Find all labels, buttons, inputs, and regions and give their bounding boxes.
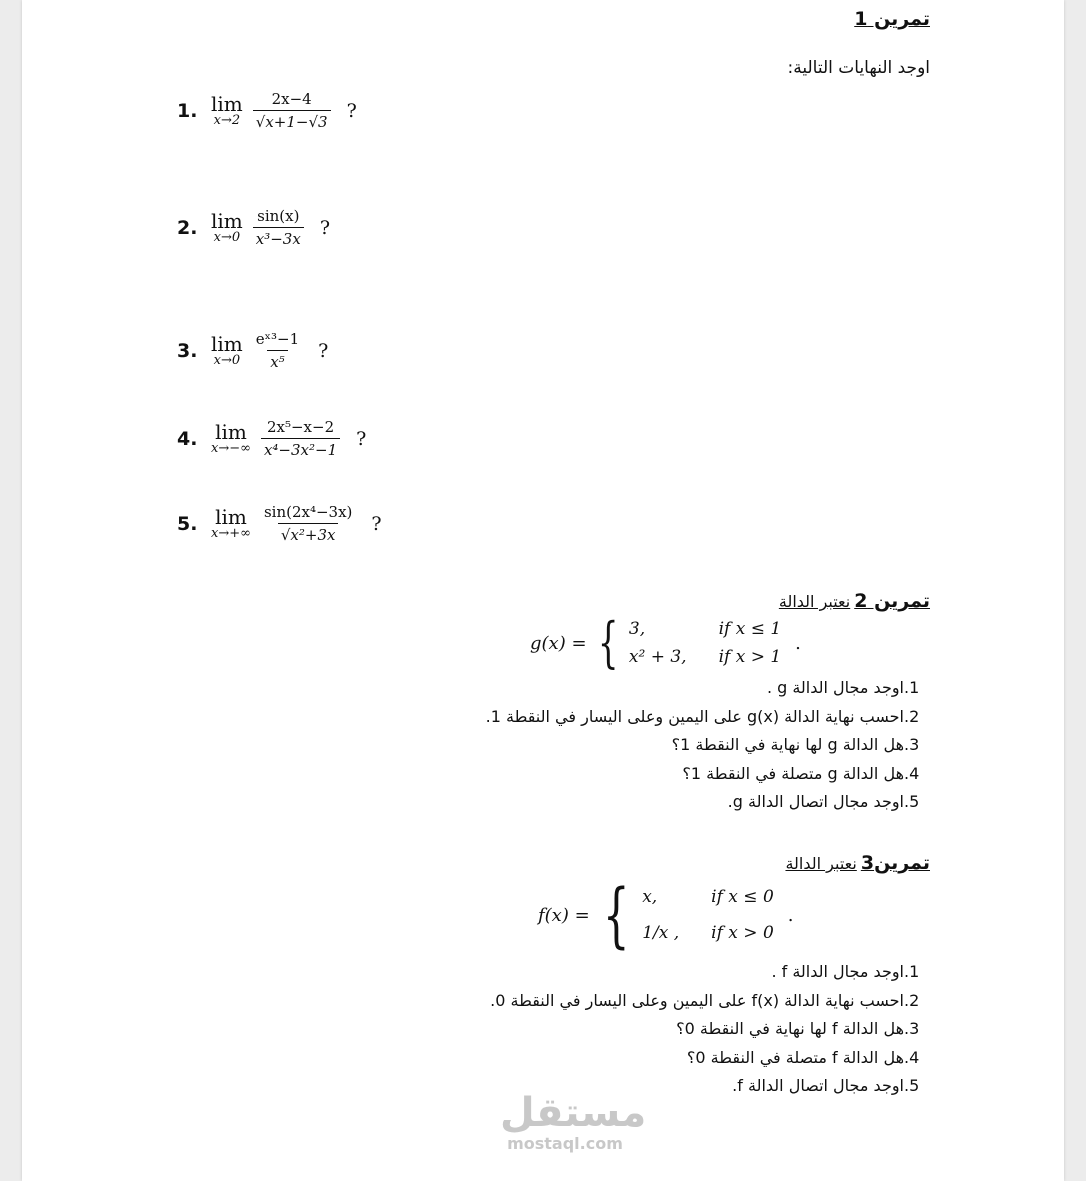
denominator: x³−3x bbox=[253, 227, 304, 248]
exercise-2-heading bbox=[779, 590, 930, 612]
numerator: eˣ³−1 bbox=[255, 330, 300, 348]
limit-2 bbox=[177, 207, 330, 248]
fraction bbox=[253, 207, 304, 248]
item-number: 5. bbox=[904, 792, 920, 811]
cases bbox=[629, 619, 781, 667]
mostaql-watermark bbox=[500, 1090, 647, 1153]
case-value: x² + 3, bbox=[628, 647, 687, 667]
lim-operator bbox=[211, 419, 251, 456]
exercise-3-questions bbox=[490, 958, 930, 1101]
numerator: sin(x) bbox=[257, 207, 300, 225]
case-condition: if x > 1 bbox=[718, 647, 782, 667]
lim-subscript: x→0 bbox=[213, 229, 241, 245]
item-number: 2. bbox=[904, 706, 920, 726]
exercise-1-intro: اوجد النهايات التالية: bbox=[787, 58, 930, 78]
document-page bbox=[22, 0, 1064, 1181]
item-number: 5. bbox=[904, 1076, 920, 1095]
lim-text: lim bbox=[215, 504, 247, 529]
exercise-1-title: تمرين 1 bbox=[854, 8, 930, 30]
item-text: احسب نهاية الدالة f(x) على اليمين وعلى اليسار في النقطة 0. bbox=[490, 990, 904, 1010]
denominator: √x+1−√3 bbox=[253, 110, 331, 131]
cases bbox=[642, 887, 774, 943]
exercise-2-intro: نعتبر الدالة bbox=[778, 592, 851, 611]
question-mark: ? bbox=[318, 339, 329, 362]
list-item bbox=[486, 703, 930, 732]
function-name: f(x) = bbox=[538, 904, 590, 926]
item-text: هل الدالة g لها نهاية في النقطة 1؟ bbox=[671, 735, 904, 754]
question-mark: ? bbox=[356, 427, 367, 450]
denominator: x⁴−3x²−1 bbox=[261, 438, 340, 459]
denominator: x⁵ bbox=[267, 350, 287, 371]
period: . bbox=[787, 904, 794, 926]
limit-label: 2. bbox=[177, 216, 198, 239]
fraction bbox=[253, 330, 302, 371]
list-item bbox=[490, 1044, 930, 1073]
item-text: اوجد مجال الدالة g . bbox=[766, 678, 904, 697]
case-condition: if x > 0 bbox=[711, 923, 774, 943]
exercise-3-title: تمرين3 bbox=[860, 852, 930, 874]
left-brace: { bbox=[602, 874, 630, 956]
item-text: هل الدالة f لها نهاية في النقطة 0؟ bbox=[676, 1019, 904, 1038]
case-value: 1/x , bbox=[642, 923, 680, 943]
list-item bbox=[490, 958, 930, 987]
item-number: 3. bbox=[904, 735, 920, 754]
lim-operator bbox=[211, 331, 243, 368]
item-text: اوجد مجال اتصال الدالة f. bbox=[732, 1076, 904, 1095]
lim-operator bbox=[211, 208, 243, 245]
lim-subscript: x→2 bbox=[213, 112, 241, 128]
numerator: 2x⁵−x−2 bbox=[266, 418, 335, 436]
denominator: √x²+3x bbox=[278, 523, 339, 544]
lim-text: lim bbox=[211, 331, 243, 356]
lim-operator bbox=[211, 504, 251, 541]
watermark-site: mostaql.com bbox=[507, 1134, 623, 1153]
item-number: 3. bbox=[904, 1019, 920, 1038]
lim-subscript: x→+∞ bbox=[211, 525, 251, 541]
left-brace: { bbox=[597, 611, 619, 674]
limit-label: 4. bbox=[177, 427, 198, 450]
item-text: هل الدالة f متصلة في النقطة 0؟ bbox=[686, 1047, 904, 1067]
item-text: احسب نهاية الدالة g(x) على اليمين وعلى اليسار في النقطة 1. bbox=[485, 706, 904, 726]
list-item bbox=[490, 987, 930, 1016]
lim-subscript: x→0 bbox=[213, 352, 241, 368]
limit-label: 3. bbox=[177, 339, 198, 362]
lim-subscript: x→−∞ bbox=[211, 440, 251, 456]
question-mark: ? bbox=[319, 216, 330, 239]
list-item bbox=[486, 674, 930, 703]
watermark-logo: مستقل bbox=[500, 1090, 647, 1136]
case-value: x, bbox=[642, 887, 658, 907]
exercise-3-heading bbox=[785, 852, 930, 874]
piecewise-f bbox=[538, 874, 794, 956]
list-item bbox=[486, 788, 930, 817]
exercise-2-questions bbox=[486, 674, 930, 817]
case-condition: if x ≤ 0 bbox=[711, 887, 774, 907]
limit-label: 5. bbox=[177, 512, 198, 535]
numerator: 2x−4 bbox=[271, 90, 312, 108]
item-text: هل الدالة g متصلة في النقطة 1؟ bbox=[682, 763, 904, 783]
case-condition: if x ≤ 1 bbox=[718, 619, 782, 639]
item-number: 4. bbox=[904, 763, 920, 783]
question-mark: ? bbox=[371, 512, 382, 535]
item-number: 4. bbox=[904, 1047, 920, 1067]
item-text: اوجد مجال اتصال الدالة g. bbox=[727, 792, 904, 811]
list-item bbox=[486, 760, 930, 789]
limit-3 bbox=[177, 330, 328, 371]
lim-text: lim bbox=[211, 208, 243, 233]
limit-label: 1. bbox=[177, 99, 198, 122]
limit-5 bbox=[177, 503, 382, 544]
list-item bbox=[490, 1015, 930, 1044]
function-name: g(x) = bbox=[530, 632, 587, 654]
lim-text: lim bbox=[215, 419, 247, 444]
fraction bbox=[261, 418, 340, 459]
fraction bbox=[253, 90, 331, 131]
item-number: 2. bbox=[904, 990, 920, 1010]
fraction bbox=[261, 503, 355, 544]
exercise-2-title: تمرين 2 bbox=[854, 590, 930, 612]
lim-text: lim bbox=[211, 91, 243, 116]
case-value: 3, bbox=[628, 619, 646, 639]
lim-operator bbox=[211, 91, 243, 128]
item-number: 1. bbox=[904, 962, 920, 981]
item-number: 1. bbox=[904, 678, 920, 697]
exercise-3-intro: نعتبر الدالة bbox=[785, 854, 857, 873]
item-text: اوجد مجال الدالة f . bbox=[771, 962, 904, 981]
numerator: sin(2x⁴−3x) bbox=[263, 503, 353, 521]
exercise-1-heading bbox=[854, 8, 930, 30]
period: . bbox=[795, 632, 801, 654]
piecewise-g bbox=[530, 611, 801, 674]
limit-4 bbox=[177, 418, 366, 459]
question-mark: ? bbox=[346, 99, 357, 122]
limit-1 bbox=[177, 90, 357, 131]
list-item bbox=[486, 731, 930, 760]
